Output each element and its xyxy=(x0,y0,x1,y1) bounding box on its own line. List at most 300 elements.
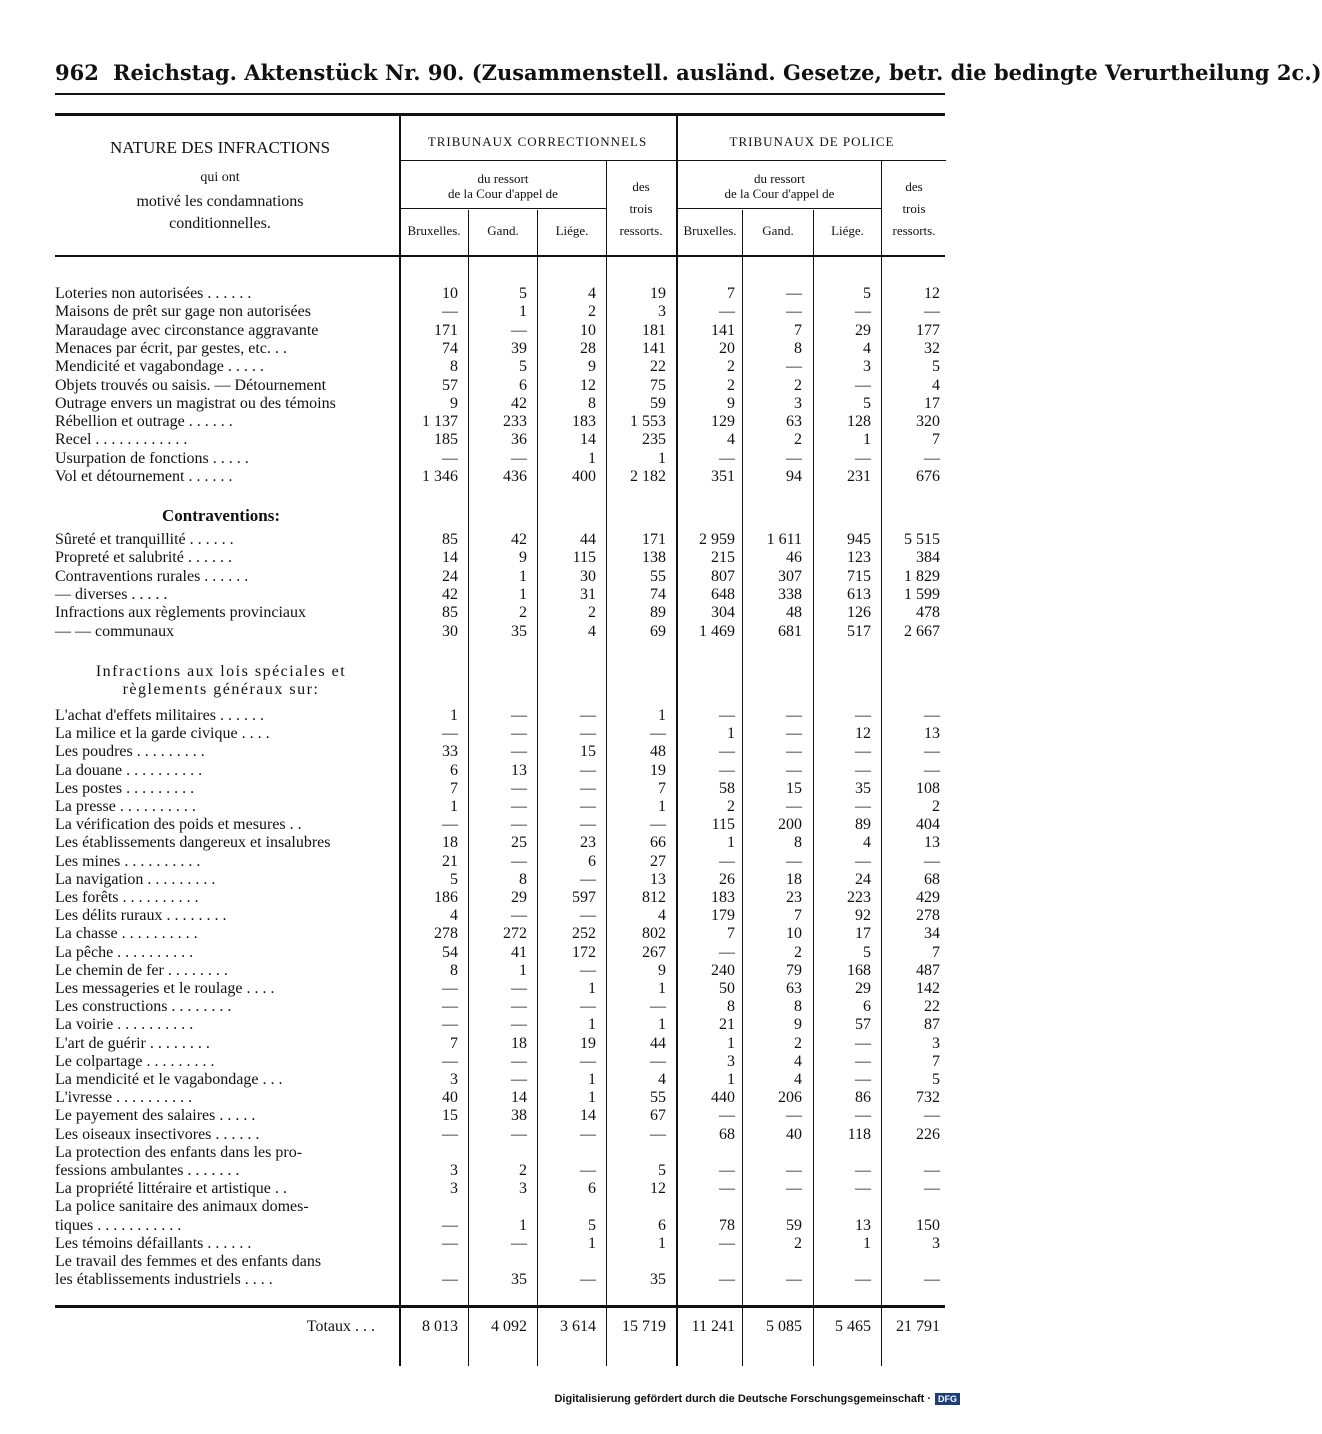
table-cell: 1 xyxy=(588,1234,596,1252)
table-cell: 613 xyxy=(847,585,871,603)
table-cell: — xyxy=(580,870,596,888)
table-cell: 6 xyxy=(863,998,871,1016)
table-cell: 5 xyxy=(863,943,871,961)
table-cell: 138 xyxy=(642,549,666,567)
dfg-logo: DFG xyxy=(935,1393,960,1405)
table-cell: 35 xyxy=(511,622,527,640)
table-cell: 231 xyxy=(847,468,871,485)
table-cell: 30 xyxy=(580,567,596,585)
table-cell: 27 xyxy=(650,852,666,870)
table-cell: 1 xyxy=(519,303,527,321)
table-cell: — xyxy=(580,907,596,925)
table-cell: 206 xyxy=(778,1089,802,1107)
row-label: Les mines . . . . . . . . . . xyxy=(55,852,201,870)
table-cell: 19 xyxy=(580,1034,596,1052)
table-cell: 94 xyxy=(786,468,802,485)
table-cell: 13 xyxy=(855,1216,871,1234)
table-cell: 25 xyxy=(511,834,527,852)
table-cell: — xyxy=(786,1162,802,1179)
table-cell: — xyxy=(511,1016,527,1034)
table-cell: — xyxy=(924,1162,940,1179)
header-rule xyxy=(55,93,945,95)
row-label: La pêche . . . . . . . . . . xyxy=(55,943,194,961)
table-cell: 24 xyxy=(442,567,458,585)
table-cell: 4 xyxy=(658,1071,666,1088)
table-cell: 5 515 xyxy=(904,531,940,548)
table-cell: 29 xyxy=(511,889,527,906)
table-cell: 9 xyxy=(658,961,666,979)
table-cell: 812 xyxy=(642,889,666,906)
table-cell: 4 xyxy=(450,907,458,925)
table-cell: 42 xyxy=(442,585,458,603)
table-cell: 9 xyxy=(519,549,527,567)
table-cell: — xyxy=(924,1180,940,1198)
table-cell: 79 xyxy=(786,961,802,979)
row-label: Les poudres . . . . . . . . . xyxy=(55,743,205,761)
table-cell: 1 xyxy=(519,585,527,603)
table-cell: — xyxy=(442,1125,458,1143)
table-cell: 8 xyxy=(450,961,458,979)
table-cell: 10 xyxy=(442,285,458,302)
col-liege-1: Liége. xyxy=(555,223,589,238)
des-label-1: des xyxy=(632,179,650,194)
row-label: Les témoins défaillants . . . . . . xyxy=(55,1234,252,1252)
table-cell: 2 xyxy=(727,358,735,376)
totals-cell: 5 465 xyxy=(835,1318,871,1335)
table-cell: 1 xyxy=(658,1234,666,1252)
table-cell: 384 xyxy=(916,549,940,567)
table-cell: 5 xyxy=(932,358,940,376)
row-label: Vol et détournement . . . . . . xyxy=(55,468,233,485)
table-cell: — xyxy=(719,852,735,870)
totals-cell: 8 013 xyxy=(422,1318,458,1335)
table-cell: — xyxy=(511,852,527,870)
col-divider-2 xyxy=(537,210,538,1366)
table-cell: 223 xyxy=(847,889,871,906)
table-cell: 89 xyxy=(855,816,871,834)
header-line-1 xyxy=(400,160,946,161)
table-cell: 4 xyxy=(863,339,871,357)
table-cell: 233 xyxy=(503,413,527,431)
table-cell: 200 xyxy=(778,816,802,834)
table-cell: 1 599 xyxy=(904,585,940,603)
row-label: Objets trouvés ou saisis. — Détournement xyxy=(55,376,327,394)
table-cell: 4 xyxy=(588,622,596,640)
table-cell: — xyxy=(442,303,458,321)
row-label: Le payement des salaires . . . . . xyxy=(55,1107,256,1125)
table-cell: — xyxy=(855,1162,871,1179)
table-cell: 44 xyxy=(580,531,596,548)
row-label: La voirie . . . . . . . . . . xyxy=(55,1016,194,1034)
table-top-rule xyxy=(55,113,945,116)
table-cell: 29 xyxy=(855,980,871,997)
table-cell: — xyxy=(511,980,527,997)
table-cell: — xyxy=(719,1234,735,1252)
table-cell: 171 xyxy=(434,321,458,339)
table-cell: 58 xyxy=(719,779,735,797)
table-cell: 22 xyxy=(924,998,940,1016)
table-cell: — xyxy=(511,1125,527,1143)
table-cell: — xyxy=(580,961,596,979)
table-cell: — xyxy=(855,376,871,394)
table-cell: — xyxy=(786,852,802,870)
table-cell: — xyxy=(924,449,940,467)
table-cell: 7 xyxy=(450,779,458,797)
header-line-2b xyxy=(678,208,881,209)
table-cell: 15 xyxy=(442,1107,458,1125)
table-cell: — xyxy=(855,743,871,761)
table-cell: 7 xyxy=(794,907,802,925)
table-cell: — xyxy=(924,761,940,779)
trois-label-1: trois xyxy=(629,201,653,216)
table-cell: 320 xyxy=(916,413,940,431)
table-cell: 40 xyxy=(786,1125,802,1143)
col-divider-5 xyxy=(813,210,814,1366)
table-cell: 42 xyxy=(511,394,527,412)
table-cell: — xyxy=(442,449,458,467)
table-cell: 2 xyxy=(588,303,596,321)
table-cell: 14 xyxy=(511,1089,527,1107)
table-cell: 5 xyxy=(932,1071,940,1088)
table-cell: 8 xyxy=(588,394,596,412)
table-cell: 5 xyxy=(519,285,527,302)
des-label-2: des xyxy=(905,179,923,194)
totals-cell: 4 092 xyxy=(491,1318,527,1335)
table-cell: 676 xyxy=(916,468,940,485)
table-cell: 3 xyxy=(450,1162,458,1179)
ressort-label-1: du ressort xyxy=(477,171,529,186)
table-cell: 1 xyxy=(450,798,458,815)
table-cell: 128 xyxy=(847,413,871,431)
table-cell: — xyxy=(511,725,527,743)
row-label: tiques . . . . . . . . . . . xyxy=(55,1216,182,1234)
table-cell: 38 xyxy=(511,1107,527,1125)
table-cell: 141 xyxy=(642,339,666,357)
table-cell: 1 xyxy=(658,449,666,467)
nature-sub1: qui ont xyxy=(200,170,240,185)
table-cell: 8 xyxy=(794,998,802,1016)
row-label: Rébellion et outrage . . . . . . xyxy=(55,413,233,431)
table-cell: 177 xyxy=(916,321,940,339)
table-cell: — xyxy=(511,907,527,925)
table-cell: 2 xyxy=(588,604,596,622)
table-cell: 517 xyxy=(847,622,871,640)
table-cell: 59 xyxy=(786,1216,802,1234)
table-cell: — xyxy=(580,816,596,834)
table-cell: — xyxy=(719,1162,735,1179)
table-cell: — xyxy=(580,1052,596,1070)
table-cell: — xyxy=(855,798,871,815)
header-line-2a xyxy=(400,208,606,209)
row-label: La milice et la garde civique . . . . xyxy=(55,725,270,743)
table-cell: 4 xyxy=(932,376,940,394)
table-cell: 50 xyxy=(719,980,735,997)
table-cell: 8 xyxy=(519,870,527,888)
table-cell: 10 xyxy=(786,925,802,943)
row-label: Usurpation de fonctions . . . . . xyxy=(55,449,249,467)
table-cell: — xyxy=(511,449,527,467)
table-cell: 26 xyxy=(719,870,735,888)
table-cell: 17 xyxy=(924,394,940,412)
nature-sub3: conditionnelles. xyxy=(169,215,271,232)
table-cell: — xyxy=(442,1234,458,1252)
table-cell: 85 xyxy=(442,531,458,548)
table-cell: 400 xyxy=(572,468,596,485)
table-cell: 1 xyxy=(727,1034,735,1052)
row-label: Propreté et salubrité . . . . . . xyxy=(55,549,232,567)
table-cell: 2 667 xyxy=(904,622,940,640)
table-cell: — xyxy=(442,816,458,834)
table-cell: 18 xyxy=(442,834,458,852)
row-label: Les établissements dangereux et insalubres xyxy=(55,834,331,852)
table-cell: 2 xyxy=(932,798,940,815)
table-cell: 4 xyxy=(727,431,735,449)
table-cell: — xyxy=(650,816,666,834)
table-cell: 23 xyxy=(786,889,802,906)
table-cell: — xyxy=(855,1180,871,1198)
table-cell: 1 xyxy=(863,431,871,449)
cour-label-1: de la Cour d'appel de xyxy=(448,186,558,201)
table-cell: 1 829 xyxy=(904,567,940,585)
table-cell: 87 xyxy=(924,1016,940,1034)
col-liege-2: Liége. xyxy=(831,223,864,238)
cour-label-2: de la Cour d'appel de xyxy=(724,186,835,201)
row-label: Le travail des femmes et des enfants dans xyxy=(55,1253,322,1270)
table-cell: 150 xyxy=(916,1216,940,1234)
table-cell: 69 xyxy=(650,622,666,640)
table-cell: — xyxy=(442,980,458,997)
table-cell: 68 xyxy=(924,870,940,888)
table-cell: 186 xyxy=(434,889,458,906)
ressorts-label-1: ressorts. xyxy=(619,223,663,238)
page-title: Reichstag. Aktenstück Nr. 90. (Zusammenstell. ausländ. Gesetze, betr. die bedingte Verurtheilung 2c.) xyxy=(113,60,1322,85)
col-divider-6 xyxy=(881,160,882,1366)
table-cell: 807 xyxy=(711,567,735,585)
table-cell: 2 xyxy=(794,431,802,449)
table-cell: 2 xyxy=(519,604,527,622)
table-cell: 2 xyxy=(794,376,802,394)
table-cell: 22 xyxy=(650,358,666,376)
col-bruxelles-1: Bruxelles. xyxy=(407,223,461,238)
table-cell: 48 xyxy=(786,604,802,622)
table-cell: — xyxy=(580,707,596,724)
table-cell: 429 xyxy=(916,889,940,906)
table-cell: 1 xyxy=(519,961,527,979)
table-cell: 141 xyxy=(711,321,735,339)
table-cell: 351 xyxy=(711,468,735,485)
table-cell: — xyxy=(719,1180,735,1198)
table-cell: 1 xyxy=(658,798,666,815)
table-cell: 115 xyxy=(572,549,596,567)
row-label: Maisons de prêt sur gage non autorisées xyxy=(55,303,311,321)
table-cell: 66 xyxy=(650,834,666,852)
row-label: Le chemin de fer . . . . . . . . xyxy=(55,961,228,979)
table-cell: 123 xyxy=(847,549,871,567)
table-cell: 1 xyxy=(519,567,527,585)
table-cell: 34 xyxy=(924,925,940,943)
totals-cell: 11 241 xyxy=(691,1318,735,1335)
table-cell: 8 xyxy=(794,339,802,357)
table-cell: 12 xyxy=(924,285,940,302)
table-cell: — xyxy=(650,1052,666,1070)
table-cell: 13 xyxy=(924,725,940,743)
table-cell: 55 xyxy=(650,1089,666,1107)
table-cell: 44 xyxy=(650,1034,666,1052)
table-cell: — xyxy=(924,707,940,724)
table-cell: — xyxy=(719,303,735,321)
row-label: — — communaux xyxy=(55,622,175,640)
table-cell: 17 xyxy=(855,925,871,943)
table-cell: 57 xyxy=(442,376,458,394)
table-cell: — xyxy=(719,743,735,761)
table-cell: 272 xyxy=(503,925,527,943)
nature-sub2: motivé les condamnations xyxy=(136,193,304,210)
table-cell: 172 xyxy=(572,943,596,961)
table-cell: 1 137 xyxy=(422,413,458,431)
table-cell: — xyxy=(786,303,802,321)
table-cell: 67 xyxy=(650,1107,666,1125)
col-divider-1 xyxy=(468,210,469,1366)
group-police: TRIBUNAUX DE POLICE xyxy=(729,134,895,149)
col-divider-4 xyxy=(742,210,743,1366)
table-cell: 14 xyxy=(580,1107,596,1125)
table-cell: 1 611 xyxy=(766,531,802,548)
table-cell: 39 xyxy=(511,339,527,357)
table-cell: 5 xyxy=(588,1216,596,1234)
row-label: Menaces par écrit, par gestes, etc. . . xyxy=(55,339,287,357)
table-cell: — xyxy=(511,1234,527,1252)
row-label: La vérification des poids et mesures . . xyxy=(55,816,302,834)
table-cell: 9 xyxy=(588,358,596,376)
table-cell: 8 xyxy=(450,358,458,376)
table-cell: — xyxy=(786,449,802,467)
table-cell: 181 xyxy=(642,321,666,339)
table-cell: — xyxy=(786,358,802,376)
table-cell: 5 xyxy=(450,870,458,888)
table-cell: 12 xyxy=(650,1180,666,1198)
table-cell: — xyxy=(719,761,735,779)
table-cell: 15 xyxy=(786,779,802,797)
table-cell: 1 xyxy=(588,1071,596,1088)
table-cell: 4 xyxy=(588,285,596,302)
table-cell: 5 xyxy=(658,1162,666,1179)
row-label: La protection des enfants dans les pro- xyxy=(55,1143,303,1161)
section-lois-line2: règlements généraux sur: xyxy=(122,681,320,698)
table-cell: — xyxy=(580,761,596,779)
table-cell: 33 xyxy=(442,743,458,761)
table-cell: 179 xyxy=(711,907,735,925)
table-cell: 36 xyxy=(511,431,527,449)
table-cell: — xyxy=(650,1125,666,1143)
col-gand-2: Gand. xyxy=(762,223,794,238)
table-cell: 267 xyxy=(642,943,666,961)
table-cell: 185 xyxy=(434,431,458,449)
group-correctionnels: TRIBUNAUX CORRECTIONNELS xyxy=(427,134,648,149)
table-cell: 3 xyxy=(450,1180,458,1198)
table-cell: 14 xyxy=(580,431,596,449)
row-label: les établissements industriels . . . . xyxy=(55,1271,273,1289)
section-contraventions: Contraventions: xyxy=(161,506,281,525)
table-cell: 5 xyxy=(863,394,871,412)
table-cell: 9 xyxy=(450,394,458,412)
table-cell: — xyxy=(580,779,596,797)
table-cell: — xyxy=(580,1162,596,1179)
table-cell: 7 xyxy=(658,779,666,797)
col-divider-main xyxy=(676,116,678,1366)
table-cell: 7 xyxy=(450,1034,458,1052)
table-cell: 75 xyxy=(650,376,666,394)
table-cell: 6 xyxy=(658,1216,666,1234)
table-cell: 108 xyxy=(916,779,940,797)
table-cell: 1 xyxy=(588,1016,596,1034)
table-cell: — xyxy=(442,725,458,743)
row-label: Les oiseaux insectivores . . . . . . xyxy=(55,1125,260,1143)
table-cell: 7 xyxy=(932,431,940,449)
table-cell: 1 xyxy=(727,1071,735,1088)
table-cell: 1 553 xyxy=(630,413,666,431)
table-cell: 24 xyxy=(855,870,871,888)
table-cell: 21 xyxy=(719,1016,735,1034)
table-cell: 8 xyxy=(794,834,802,852)
table-cell: 2 xyxy=(727,798,735,815)
table-cell: 13 xyxy=(650,870,666,888)
table-cell: 487 xyxy=(916,961,940,979)
table-cell: 92 xyxy=(855,907,871,925)
col-divider-3 xyxy=(606,160,607,1366)
table-cell: 1 xyxy=(658,980,666,997)
table-cell: 1 xyxy=(658,1016,666,1034)
table-cell: 2 xyxy=(794,1034,802,1052)
table-cell: 129 xyxy=(711,413,735,431)
row-label: L'ivresse . . . . . . . . . . xyxy=(55,1089,193,1107)
table-cell: 3 xyxy=(932,1234,940,1252)
table-cell: — xyxy=(719,1107,735,1125)
table-cell: — xyxy=(442,1016,458,1034)
table-cell: 1 346 xyxy=(422,468,458,485)
table-cell: 945 xyxy=(847,531,871,548)
table-cell: 18 xyxy=(511,1034,527,1052)
section-lois-line1: Infractions aux lois spéciales et xyxy=(95,663,347,680)
table-cell: 404 xyxy=(916,816,940,834)
table-cell: 7 xyxy=(932,1052,940,1070)
totals-cell: 5 085 xyxy=(766,1318,802,1335)
table-cell: 20 xyxy=(719,339,735,357)
ressort-label-2: du ressort xyxy=(754,171,805,186)
row-label: La propriété littéraire et artistique . . xyxy=(55,1180,287,1198)
col-divider-label xyxy=(399,116,401,1366)
table-cell: 168 xyxy=(847,961,871,979)
table-cell: — xyxy=(511,321,527,339)
table-cell: 278 xyxy=(916,907,940,925)
table-cell: 252 xyxy=(572,925,596,943)
table-cell: — xyxy=(442,1052,458,1070)
table-cell: — xyxy=(580,725,596,743)
table-cell: 1 xyxy=(863,1234,871,1252)
table-cell: 68 xyxy=(719,1125,735,1143)
table-cell: — xyxy=(855,303,871,321)
table-cell: 15 xyxy=(580,743,596,761)
table-cell: — xyxy=(924,1271,940,1289)
table-cell: 3 xyxy=(519,1180,527,1198)
table-cell: 1 xyxy=(588,449,596,467)
page-number: 962 xyxy=(55,60,99,85)
table-cell: 118 xyxy=(847,1125,871,1143)
table-cell: — xyxy=(855,1034,871,1052)
row-label: Les constructions . . . . . . . . xyxy=(55,998,232,1016)
table-cell: 9 xyxy=(727,394,735,412)
table-cell: — xyxy=(855,852,871,870)
table-cell: 46 xyxy=(786,549,802,567)
